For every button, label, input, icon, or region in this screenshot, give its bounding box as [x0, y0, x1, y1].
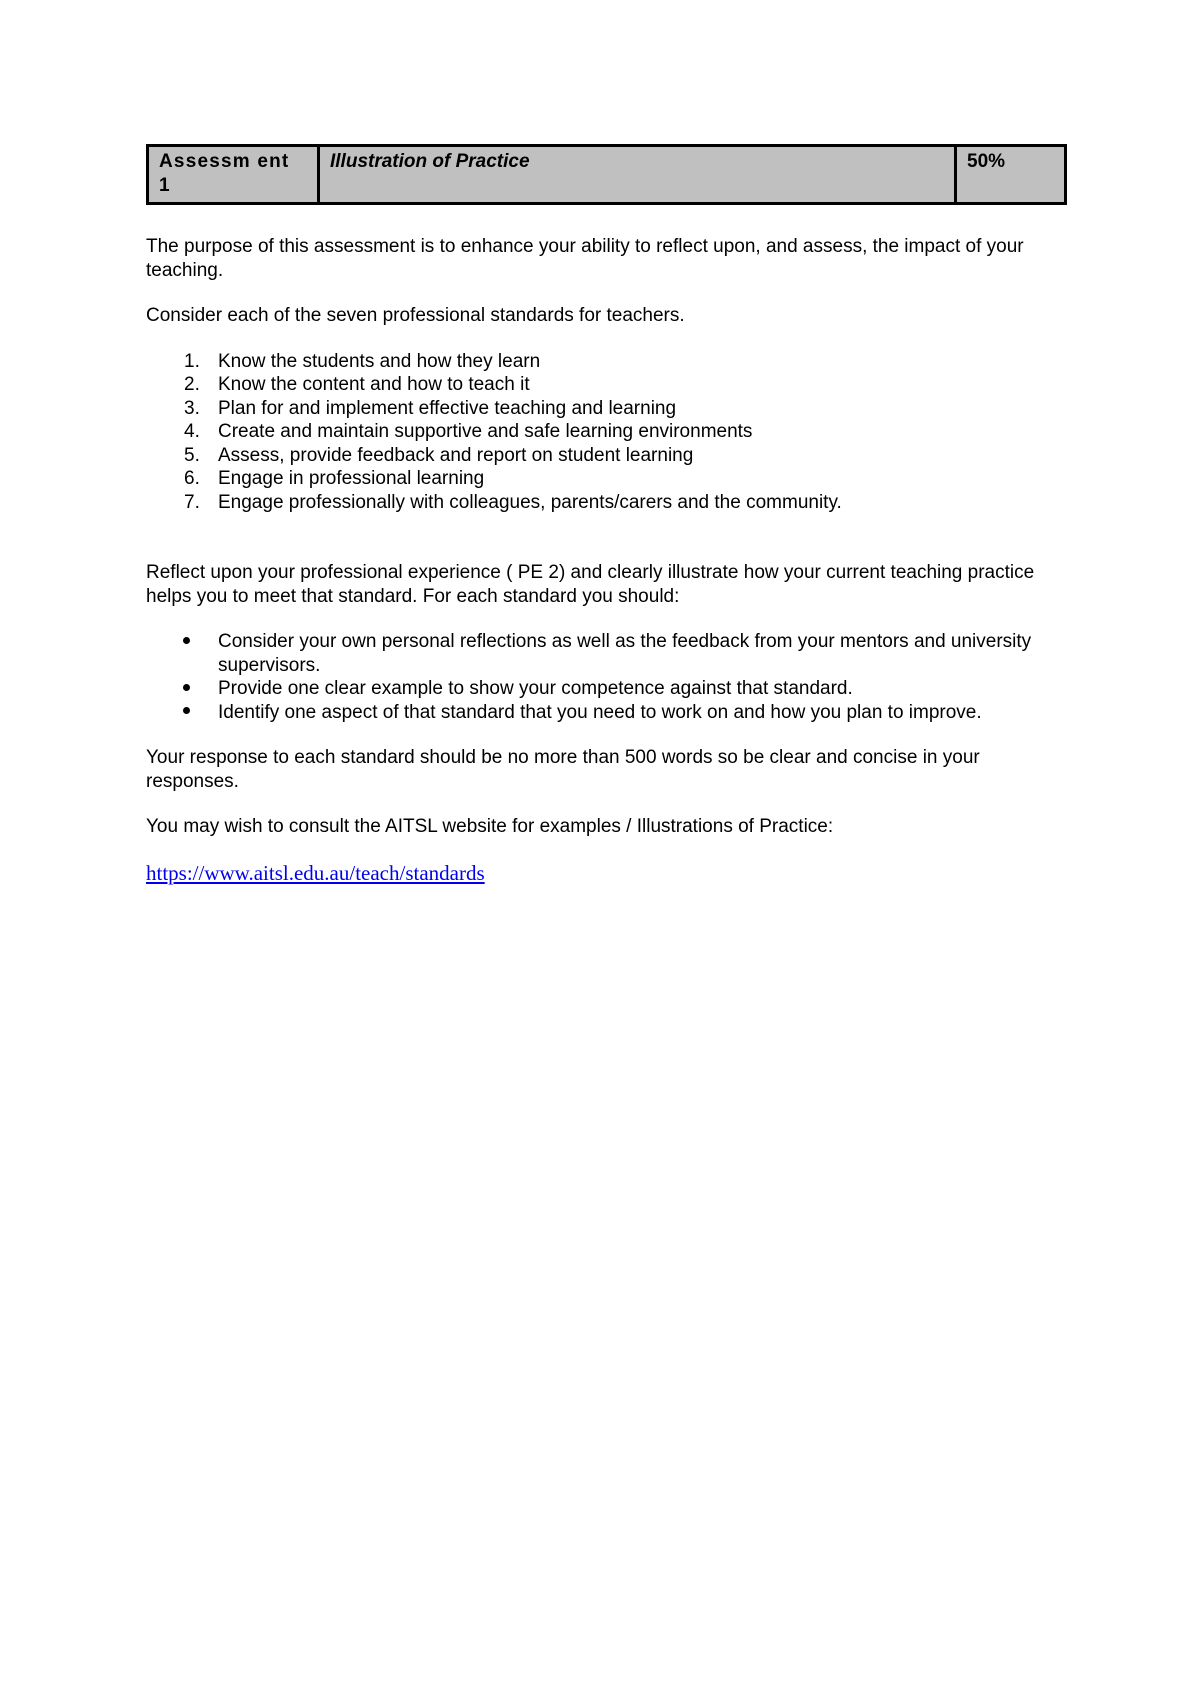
assessment-label: Assessm ent	[159, 151, 290, 172]
list-item-text: Engage in professional learning	[218, 468, 485, 489]
list-item	[146, 420, 1064, 444]
list-item	[146, 467, 1064, 491]
assessment-header-row	[148, 146, 1066, 204]
document-content	[146, 144, 1064, 886]
assessment-title: Illustration of Practice	[330, 151, 530, 172]
bullet-icon	[146, 677, 218, 701]
assessment-number: 1	[159, 175, 171, 196]
list-number: 5.	[184, 444, 200, 466]
consult-paragraph: You may wish to consult the AITSL website for examples / Illustrations of Practice:	[146, 816, 834, 837]
list-item-text: Consider your own personal reflections as well as the feedback from your mentors and university supervisors.	[218, 631, 1032, 676]
link-paragraph	[146, 862, 1064, 887]
bullet-icon	[146, 630, 218, 677]
consider-paragraph: Consider each of the seven professional standards for teachers.	[146, 305, 685, 326]
assessment-weight: 50%	[967, 151, 1006, 172]
list-number: 2.	[184, 374, 200, 395]
response-limit-paragraph: Your response to each standard should be no more than 500 words so be clear and concise in your responses.	[146, 747, 980, 792]
list-item-text: Identify one aspect of that standard that you need to work on and how you plan to improve.	[218, 701, 982, 723]
list-item	[146, 444, 1064, 468]
list-item-text: Create and maintain supportive and safe learning environments	[218, 421, 753, 442]
list-item	[146, 701, 1064, 725]
list-number: 7.	[184, 491, 200, 513]
list-item	[146, 397, 1064, 421]
purpose-paragraph: The purpose of this assessment is to enhance your ability to reflect upon, and assess, the impact of your teaching.	[146, 236, 1024, 281]
list-item-text: Know the content and how to teach it	[218, 374, 530, 395]
reflect-paragraph: Reflect upon your professional experience ( PE 2) and clearly illustrate how your current teaching practice helps you to meet that standard. For each standard you should:	[146, 562, 1035, 607]
list-number: 4.	[184, 421, 200, 442]
list-item	[146, 491, 1064, 515]
list-item	[146, 373, 1064, 397]
list-number: 3.	[184, 397, 200, 419]
requirements-list	[146, 630, 1064, 724]
aitsl-standards-link[interactable]: https://www.aitsl.edu.au/teach/standards	[146, 860, 485, 885]
list-item-text: Assess, provide feedback and report on student learning	[218, 444, 694, 466]
standards-list	[146, 350, 1064, 515]
list-item-text: Provide one clear example to show your competence against that standard.	[218, 678, 853, 699]
assessment-header-table	[146, 144, 1067, 205]
bullet-icon	[146, 701, 218, 725]
assessment-weight-cell	[956, 146, 1066, 204]
list-item	[146, 677, 1064, 701]
list-number: 1.	[184, 350, 200, 372]
list-item	[146, 630, 1064, 677]
list-item-text: Plan for and implement effective teaching and learning	[218, 397, 677, 419]
assessment-number-cell	[148, 146, 319, 204]
list-number: 6.	[184, 468, 200, 489]
list-item-text: Engage professionally with colleagues, parents/carers and the community.	[218, 491, 842, 513]
list-item	[146, 350, 1064, 374]
assessment-title-cell	[319, 146, 956, 204]
list-item-text: Know the students and how they learn	[218, 350, 541, 372]
